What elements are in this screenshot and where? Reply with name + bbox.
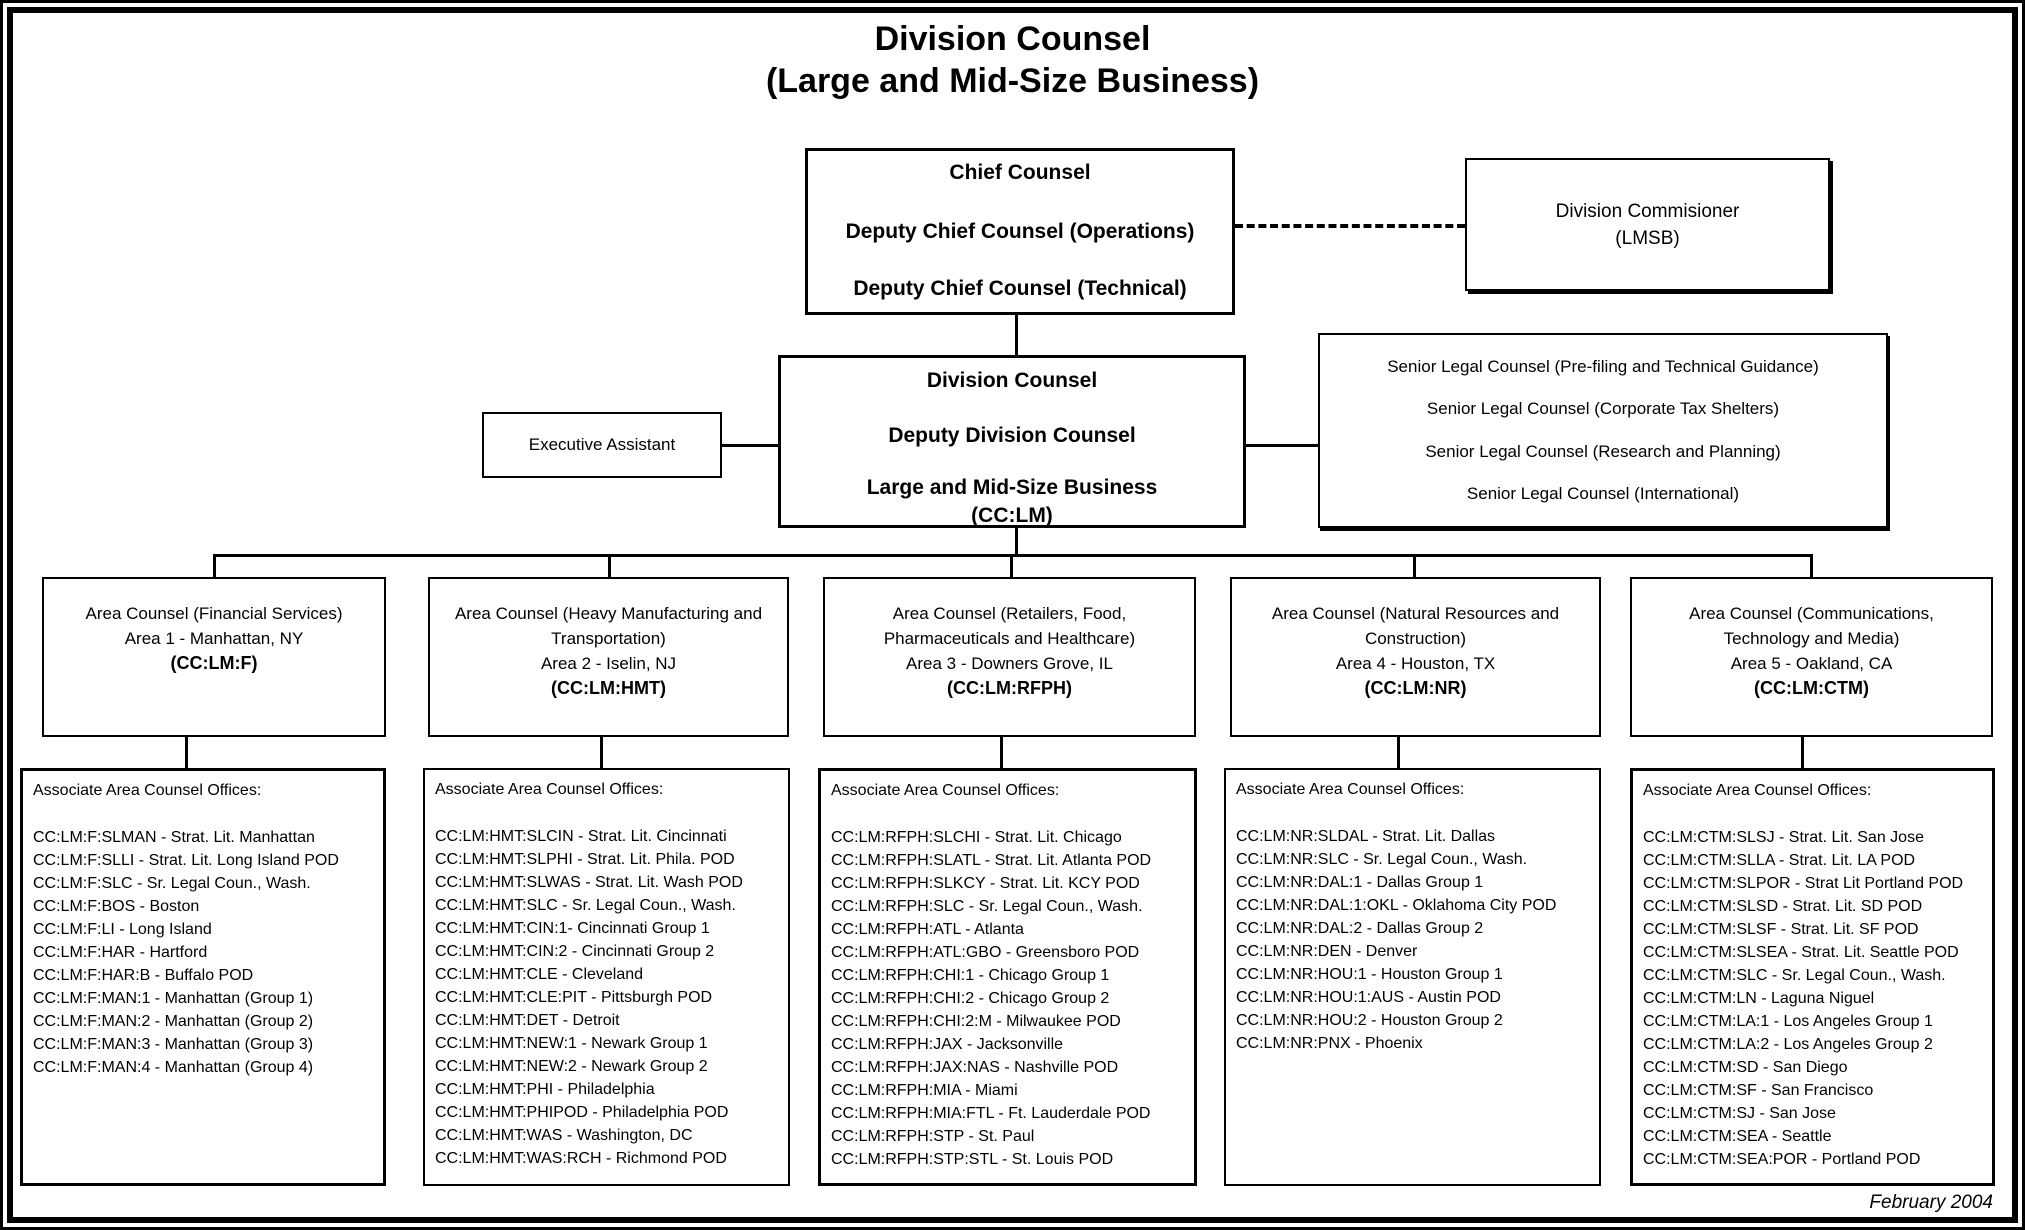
offices-header-3: Associate Area Counsel Offices: [831,782,1060,799]
office-item: CC:LM:RFPH:JAX - Jacksonville [831,1036,1064,1053]
office-item: CC:LM:HMT:PHI - Philadelphia [435,1081,655,1098]
office-item: CC:LM:CTM:SEA:POR - Portland POD [1643,1151,1921,1168]
division-counsel-title: Division Counsel [926,369,1098,392]
offices-header-5: Associate Area Counsel Offices: [1643,782,1872,799]
office-item: CC:LM:HMT:WAS:RCH - Richmond POD [435,1150,727,1167]
office-item: CC:LM:HMT:CIN:2 - Cincinnati Group 2 [435,943,715,960]
office-item: CC:LM:HMT:SLPHI - Strat. Lit. Phila. POD [435,851,735,868]
office-item: CC:LM:HMT:CIN:1- Cincinnati Group 1 [435,920,710,937]
deputy-chief-technical: Deputy Chief Counsel (Technical) [853,277,1187,300]
division-business-line: Large and Mid-Size Business [866,476,1158,499]
executive-assistant-label: Executive Assistant [528,435,676,454]
office-item: CC:LM:NR:PNX - Phoenix [1236,1035,1423,1052]
division-commissioner-box [1465,158,1830,291]
associate-offices-box-5 [1630,768,1995,1186]
deputy-division-counsel: Deputy Division Counsel [888,424,1136,447]
area2-name: Area Counsel (Heavy Manufacturing and Transportation) [454,604,763,648]
area1-name: Area Counsel (Financial Services) [85,604,343,623]
offices-header-1: Associate Area Counsel Offices: [33,782,262,799]
division-commissioner-title: Division Commisioner [1555,200,1740,222]
offices-header-4: Associate Area Counsel Offices: [1236,781,1465,798]
office-item: CC:LM:RFPH:SLC - Sr. Legal Coun., Wash. [831,898,1143,915]
chief-counsel-title: Chief Counsel [949,161,1091,184]
offices-list-3 [831,826,1186,1171]
office-item: CC:LM:F:MAN:1 - Manhattan (Group 1) [33,990,314,1007]
area-counsel-box-1 [42,577,386,737]
area3-location: Area 3 - Downers Grove, IL [906,654,1113,673]
office-item: CC:LM:RFPH:STP:STL - St. Louis POD [831,1151,1114,1168]
page-title-line2: (Large and Mid-Size Business) [765,62,1260,100]
deputy-chief-operations: Deputy Chief Counsel (Operations) [845,220,1195,243]
connector-area5-drop [1810,556,1813,578]
office-item: CC:LM:F:SLLI - Strat. Lit. Long Island POD [33,852,339,869]
office-item: CC:LM:NR:DEN - Denver [1236,943,1418,960]
area-counsel-box-5 [1630,577,1993,737]
offices-list-5 [1643,826,1984,1171]
offices-list-2 [435,825,780,1170]
executive-assistant-box [482,412,722,478]
office-item: CC:LM:CTM:SJ - San Jose [1643,1105,1836,1122]
offices-header-2: Associate Area Counsel Offices: [435,781,664,798]
office-item: CC:LM:NR:HOU:2 - Houston Group 2 [1236,1012,1503,1029]
office-item: CC:LM:RFPH:SLATL - Strat. Lit. Atlanta POD [831,852,1152,869]
office-item: CC:LM:HMT:NEW:1 - Newark Group 1 [435,1035,708,1052]
area1-code: (CC:LM:F) [170,653,258,673]
office-item: CC:LM:CTM:SEA - Seattle [1643,1128,1832,1145]
office-item: CC:LM:CTM:SF - San Francisco [1643,1082,1874,1099]
office-item: CC:LM:CTM:SD - San Diego [1643,1059,1848,1076]
connector-area1-list [185,735,188,768]
office-item: CC:LM:CTM:SLLA - Strat. Lit. LA POD [1643,852,1916,869]
office-item: CC:LM:F:LI - Long Island [33,921,212,938]
office-item: CC:LM:NR:SLC - Sr. Legal Coun., Wash. [1236,851,1528,868]
office-item: CC:LM:RFPH:MIA - Miami [831,1082,1018,1099]
office-item: CC:LM:F:HAR:B - Buffalo POD [33,967,254,984]
associate-offices-box-2 [423,768,790,1186]
connector-senior-legal [1244,444,1320,447]
office-item: CC:LM:CTM:SLSEA - Strat. Lit. Seattle POD [1643,944,1959,961]
area3-name: Area Counsel (Retailers, Food, Pharmaceuticals and Healthcare) [883,604,1136,648]
office-item: CC:LM:RFPH:SLCHI - Strat. Lit. Chicago [831,829,1122,846]
office-item: CC:LM:HMT:CLE:PIT - Pittsburgh POD [435,989,713,1006]
office-item: CC:LM:F:BOS - Boston [33,898,200,915]
connector-chief-to-commissioner-dashed [1235,224,1465,228]
senior-legal-research: Senior Legal Counsel (Research and Planning) [1425,441,1781,461]
office-item: CC:LM:NR:SLDAL - Strat. Lit. Dallas [1236,828,1496,845]
office-item: CC:LM:HMT:DET - Detroit [435,1012,620,1029]
connector-area4-list [1397,735,1400,768]
office-item: CC:LM:CTM:SLSJ - Strat. Lit. San Jose [1643,829,1924,846]
division-counsel-box [778,355,1246,528]
area4-location: Area 4 - Houston, TX [1335,654,1496,673]
connector-area1-drop [213,556,216,578]
office-item: CC:LM:HMT:PHIPOD - Philadelphia POD [435,1104,729,1121]
office-item: CC:LM:F:SLC - Sr. Legal Coun., Wash. [33,875,311,892]
area2-location: Area 2 - Iselin, NJ [540,654,677,673]
area4-name: Area Counsel (Natural Resources and Construction) [1271,604,1560,648]
office-item: CC:LM:CTM:SLSD - Strat. Lit. SD POD [1643,898,1923,915]
office-item: CC:LM:RFPH:MIA:FTL - Ft. Lauderdale POD [831,1105,1151,1122]
area1-location: Area 1 - Manhattan, NY [124,629,304,648]
senior-legal-prefiling: Senior Legal Counsel (Pre-filing and Technical Guidance) [1387,357,1819,377]
office-item: CC:LM:RFPH:CHI:2:M - Milwaukee POD [831,1013,1121,1030]
connector-distribution [213,554,1813,557]
office-item: CC:LM:RFPH:ATL:GBO - Greensboro POD [831,944,1140,961]
connector-area2-list [600,735,603,768]
office-item: CC:LM:CTM:SLPOR - Strat Lit Portland POD [1643,875,1964,892]
connector-division-down [1015,526,1018,556]
office-item: CC:LM:HMT:NEW:2 - Newark Group 2 [435,1058,708,1075]
office-item: CC:LM:NR:HOU:1 - Houston Group 1 [1236,966,1503,983]
senior-legal-tax-shelters: Senior Legal Counsel (Corporate Tax Shelters) [1426,399,1780,419]
office-item: CC:LM:HMT:SLCIN - Strat. Lit. Cincinnati [435,828,727,845]
office-item: CC:LM:F:MAN:3 - Manhattan (Group 3) [33,1036,314,1053]
connector-chief-to-division [1015,313,1018,357]
footer-date: February 2004 [1869,1192,1993,1213]
office-item: CC:LM:RFPH:JAX:NAS - Nashville POD [831,1059,1119,1076]
division-counsel-code: (CC:LM) [971,504,1053,527]
associate-offices-box-4 [1224,768,1601,1186]
office-item: CC:LM:F:HAR - Hartford [33,944,208,961]
division-commissioner-code: (LMSB) [1615,227,1680,249]
office-item: CC:LM:RFPH:SLKCY - Strat. Lit. KCY POD [831,875,1140,892]
office-item: CC:LM:HMT:CLE - Cleveland [435,966,644,983]
page-title [0,18,2025,102]
offices-list-1 [33,826,375,1079]
area-counsel-box-4 [1230,577,1601,737]
office-item: CC:LM:RFPH:CHI:2 - Chicago Group 2 [831,990,1110,1007]
connector-area5-list [1801,735,1804,768]
associate-offices-box-1 [20,768,386,1186]
office-item: CC:LM:RFPH:ATL - Atlanta [831,921,1024,938]
office-item: CC:LM:NR:DAL:2 - Dallas Group 2 [1236,920,1484,937]
connector-area3-drop [1010,556,1013,578]
office-item: CC:LM:HMT:WAS - Washington, DC [435,1127,693,1144]
area5-location: Area 5 - Oakland, CA [1730,654,1893,673]
connector-area2-drop [608,556,611,578]
connector-area4-drop [1413,556,1416,578]
office-item: CC:LM:CTM:SLSF - Strat. Lit. SF POD [1643,921,1919,938]
office-item: CC:LM:F:MAN:4 - Manhattan (Group 4) [33,1059,314,1076]
office-item: CC:LM:NR:DAL:1 - Dallas Group 1 [1236,874,1484,891]
senior-legal-counsel-box [1318,333,1888,528]
area3-code: (CC:LM:RFPH) [947,678,1072,698]
area2-code: (CC:LM:HMT) [551,678,666,698]
office-item: CC:LM:CTM:SLC - Sr. Legal Coun., Wash. [1643,967,1946,984]
page-title-line1: Division Counsel [874,20,1151,58]
office-item: CC:LM:RFPH:STP - St. Paul [831,1128,1035,1145]
connector-exec-assistant [720,444,780,447]
office-item: CC:LM:CTM:LA:2 - Los Angeles Group 2 [1643,1036,1933,1053]
area-counsel-box-3 [823,577,1196,737]
area5-code: (CC:LM:CTM) [1754,678,1869,698]
office-item: CC:LM:F:SLMAN - Strat. Lit. Manhattan [33,829,315,846]
office-item: CC:LM:RFPH:CHI:1 - Chicago Group 1 [831,967,1110,984]
chief-counsel-box [805,148,1235,315]
office-item: CC:LM:HMT:SLC - Sr. Legal Coun., Wash. [435,897,736,914]
office-item: CC:LM:CTM:LN - Laguna Niguel [1643,990,1875,1007]
area-counsel-box-2 [428,577,789,737]
area4-code: (CC:LM:NR) [1364,678,1467,698]
office-item: CC:LM:HMT:SLWAS - Strat. Lit. Wash POD [435,874,743,891]
associate-offices-box-3 [818,768,1197,1186]
area5-name: Area Counsel (Communications, Technology and Media) [1689,604,1934,648]
offices-list-4 [1236,825,1591,1055]
office-item: CC:LM:CTM:LA:1 - Los Angeles Group 1 [1643,1013,1933,1030]
office-item: CC:LM:F:MAN:2 - Manhattan (Group 2) [33,1013,314,1030]
office-item: CC:LM:NR:HOU:1:AUS - Austin POD [1236,989,1501,1006]
connector-area3-list [1000,735,1003,768]
senior-legal-international: Senior Legal Counsel (International) [1466,483,1740,503]
office-item: CC:LM:NR:DAL:1:OKL - Oklahoma City POD [1236,897,1557,914]
